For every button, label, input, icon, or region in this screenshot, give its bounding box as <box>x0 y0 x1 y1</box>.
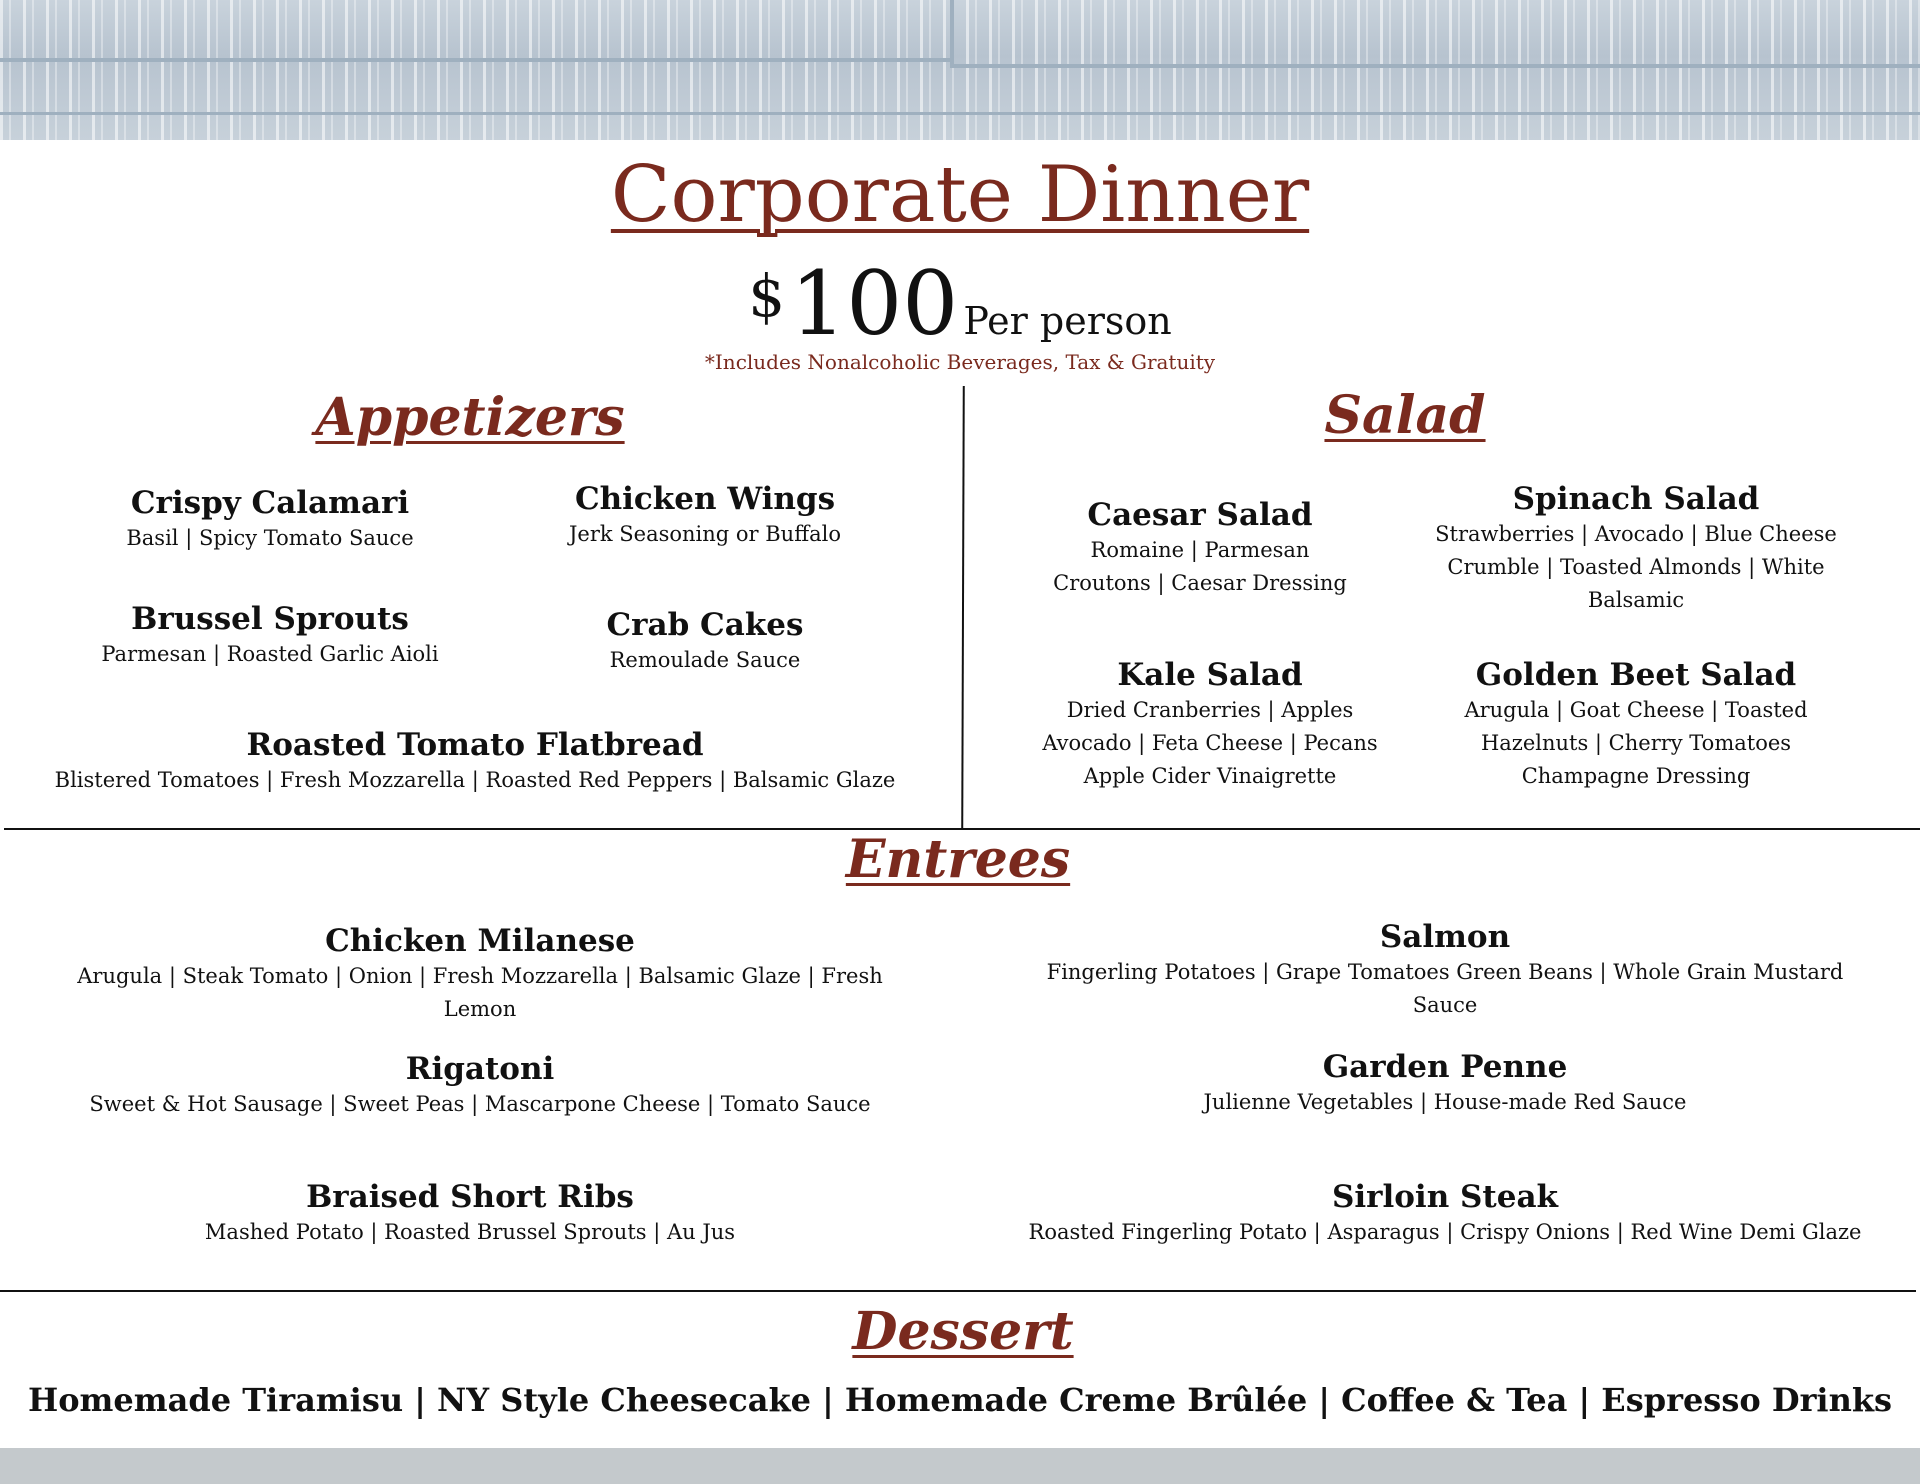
footer-bar <box>0 1448 1920 1484</box>
item-desc-line: Hazelnuts | Cherry Tomatoes <box>1480 731 1792 755</box>
item-name: Crab Cakes <box>606 607 804 643</box>
column-divider <box>961 386 965 828</box>
item-name: Rigatoni <box>405 1051 555 1087</box>
item-desc-line: Dried Cranberries | Apples <box>1066 698 1354 722</box>
menu-item <box>1020 918 1870 1022</box>
menu-item <box>40 1178 900 1249</box>
item-desc: Jerk Seasoning or Buffalo <box>568 522 842 546</box>
item-desc: Julienne Vegetables | House-made Red Sauce <box>1203 1090 1687 1114</box>
item-desc: Blistered Tomatoes | Fresh Mozzarella | Roasted Red Peppers | Balsamic Glaze <box>54 768 896 792</box>
item-desc: Parmesan | Roasted Garlic Aioli <box>101 642 439 666</box>
item-name: Garden Penne <box>1322 1049 1568 1085</box>
menu-item <box>40 726 910 797</box>
item-name: Spinach Salad <box>1512 481 1760 517</box>
menu-item <box>40 922 920 1026</box>
item-desc: Sweet & Hot Sausage | Sweet Peas | Mascarpone Cheese | Tomato Sauce <box>89 1092 871 1116</box>
item-name: Sirloin Steak <box>1331 1179 1559 1215</box>
item-name: Caesar Salad <box>1087 497 1313 533</box>
banner-seam <box>0 112 1920 115</box>
item-desc: Fingerling Potatoes | Grape Tomatoes Green Beans | Whole Grain Mustard Sauce <box>1046 960 1844 1017</box>
menu-item <box>60 484 480 555</box>
menu-item <box>1420 480 1852 617</box>
item-desc-line: Strawberries | Avocado | Blue Cheese <box>1435 522 1837 546</box>
appetizers-heading: Appetizers <box>315 387 625 448</box>
price-amount: 100 <box>790 252 959 355</box>
price <box>0 252 1920 355</box>
item-desc: Arugula | Steak Tomato | Onion | Fresh Mozzarella | Balsamic Glaze | Fresh Lemon <box>77 964 883 1021</box>
page-title: Corporate Dinner <box>610 150 1310 240</box>
price-unit: Per person <box>963 299 1172 343</box>
wood-banner <box>0 0 1920 140</box>
item-desc-line: Crumble | Toasted Almonds | White <box>1447 555 1825 579</box>
item-desc-line: Arugula | Goat Cheese | Toasted <box>1464 698 1808 722</box>
item-desc-line: Romaine | Parmesan <box>1090 538 1310 562</box>
menu-item <box>1440 656 1832 793</box>
banner-seam <box>954 64 1920 68</box>
salad-heading: Salad <box>1324 385 1486 446</box>
item-name: Braised Short Ribs <box>306 1179 634 1215</box>
menu-item <box>1020 1048 1870 1119</box>
item-desc-line: Balsamic <box>1587 588 1685 612</box>
item-name: Kale Salad <box>1117 657 1303 693</box>
item-desc: Roasted Fingerling Potato | Asparagus | Crispy Onions | Red Wine Demi Glaze <box>1028 1220 1862 1244</box>
item-desc-line: Apple Cider Vinaigrette <box>1083 764 1337 788</box>
banner-seam <box>950 0 954 68</box>
item-name: Golden Beet Salad <box>1475 657 1797 693</box>
price-currency: $ <box>748 262 786 330</box>
item-name: Salmon <box>1379 919 1511 955</box>
section-divider <box>0 1290 1916 1292</box>
item-desc-line: Avocado | Feta Cheese | Pecans <box>1042 731 1378 755</box>
menu-item <box>40 1050 920 1121</box>
item-desc: Mashed Potato | Roasted Brussel Sprouts | Au Jus <box>204 1220 736 1244</box>
menu-item <box>500 480 910 551</box>
item-desc: Basil | Spicy Tomato Sauce <box>126 526 414 550</box>
item-desc-line: Croutons | Caesar Dressing <box>1053 571 1347 595</box>
item-name: Brussel Sprouts <box>131 601 409 637</box>
item-name: Roasted Tomato Flatbread <box>246 727 704 763</box>
item-desc-line: Champagne Dressing <box>1521 764 1751 788</box>
menu-item <box>1020 496 1380 600</box>
entrees-heading: Entrees <box>845 829 1071 890</box>
menu-item <box>500 606 910 677</box>
item-desc: Remoulade Sauce <box>609 648 801 672</box>
price-note: *Includes Nonalcoholic Beverages, Tax & Gratuity <box>704 350 1216 374</box>
item-name: Chicken Milanese <box>325 923 635 959</box>
dessert-items: Homemade Tiramisu | NY Style Cheesecake | Homemade Creme Brûlée | Coffee & Tea | Espresso Drinks <box>27 1381 1893 1419</box>
menu-item <box>1020 1178 1870 1249</box>
dessert-heading: Dessert <box>852 1301 1074 1362</box>
menu-item <box>1020 656 1400 793</box>
banner-seam <box>0 58 950 62</box>
item-name: Crispy Calamari <box>130 485 410 521</box>
menu-item <box>60 600 480 671</box>
item-name: Chicken Wings <box>574 481 836 517</box>
